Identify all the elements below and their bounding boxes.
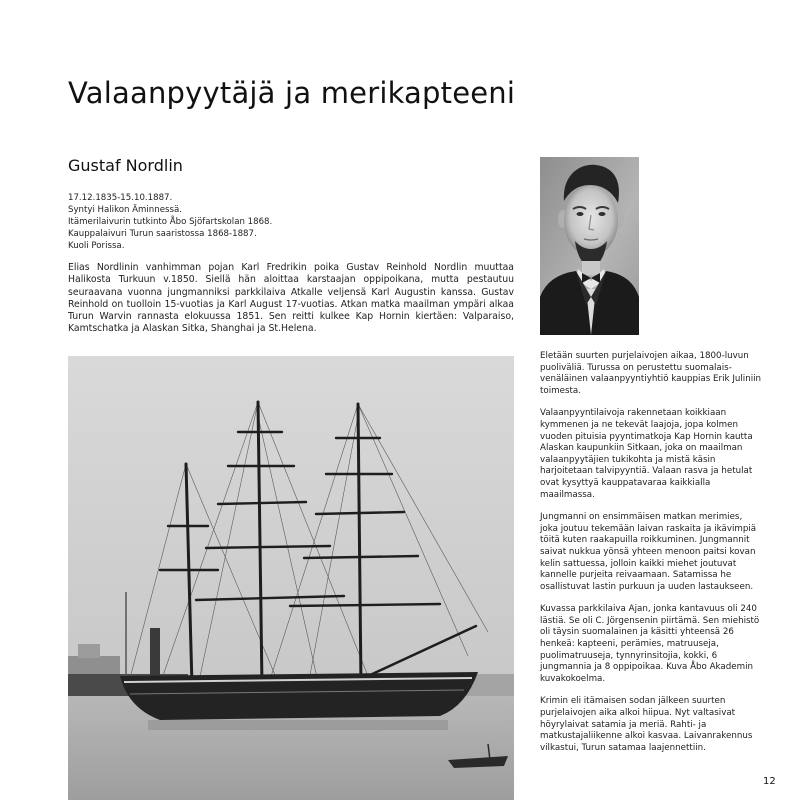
fact-line: Kauppalaivuri Turun saaristossa 1868-1887.	[68, 229, 257, 239]
intro-paragraph: Elias Nordlinin vanhimman pojan Karl Fredrikin poika Gustav Reinhold Nordlin muuttaa Halikosta Turkuun v.1850. Siellä hän aloittaa karstaajan oppipoikana, mutta pestautuu seuraavana vuonna jungmanniksi parkkilaiva Atkalle veljensä Karl Augustin kanssa. Gustav Reinhold on tuolloin 15-vuotias ja Karl August 17-vuotias. Atkan matka maailman ympäri alkaa Turun Warvin rannasta elokuussa 1851. Sen reitti kulkee Kap Hornin kiertäen: Valparaiso, Kamtschatka ja Alaskan Sitka, Shanghai ja St.Helena.	[68, 262, 514, 335]
portrait-photo	[540, 157, 639, 335]
fact-line: Itämerilaivurin tutkinto Åbo Sjöfartskolan 1868.	[68, 217, 273, 227]
sidebar-paragraph: Valaanpyyntilaivoja rakennetaan koikkiaan kymmenen ja ne tekevät laajoja, jopa kolmen vuoden pituisia pyyntimatkoja Kap Hornin kautta Alaskan kaupunkiin Sitkaan, joka on maailman valaanpyytäjien tukikohta ja mistä käsin harjoitetaan talvipyyntiä. Valaan rasva ja hetulat ovat kysyttyä kauppatavaraa kaikkialla maailmassa.	[540, 408, 753, 500]
page-number: 12	[763, 776, 776, 787]
sidebar-text	[540, 351, 762, 765]
fact-line: Kuoli Porissa.	[68, 241, 125, 251]
person-name: Gustaf Nordlin	[68, 156, 183, 175]
biography-facts	[68, 192, 368, 252]
sidebar-paragraph: Krimin eli itämaisen sodan jälkeen suurten purjelaivojen aika alkoi hiipua. Nyt valtasivat höyrylaivat satamia ja meriä. Rahti- ja matkustajaliikenne alkoi kasvaa. Laivanrakennus vilkastui, Turun satamaa laajennettiin.	[540, 696, 753, 753]
ship-photo	[68, 356, 514, 800]
sidebar-paragraph: Jungmanni on ensimmäisen matkan merimies, joka joutuu tekemään laivan raskaita ja ikävimpiä töitä kuten raakapuilla roikkuminen. Jungmannit saivat nukkua yönsä yhteen menoon paitsi kovan kelin sattuessa, jolloin kaikki miehet joutuvat kannelle purjeita reivaamaan. Satamissa he osallistuvat lastin purkuun ja uuden lastaukseen.	[540, 512, 757, 592]
sidebar-paragraph: Kuvassa parkkilaiva Ajan, jonka kantavuus oli 240 lästiä. Se oli C. Jörgensenin piirtämä. Sen miehistö oli täysin suomalainen ja käsitti yhteensä 26 henkeä: kapteeni, perämies, matruuseja, puolimatruuseja, tynnyrinsitojia, kokki, 6 jungmannia ja 8 oppipoikaa. Kuva Åbo Akademin kuvakokoelma.	[540, 604, 760, 684]
fact-line: 17.12.1835-15.10.1887.	[68, 193, 173, 203]
fact-line: Syntyi Halikon Äminnessä.	[68, 205, 182, 215]
sidebar-paragraph: Eletään suurten purjelaivojen aikaa, 1800-luvun puoliväliä. Turussa on perustettu suomalais-venäläinen valaanpyyntiyhtiö kauppias Erik Juliniin toimesta.	[540, 351, 762, 396]
page-title: Valaanpyytäjä ja merikapteeni	[68, 76, 516, 110]
